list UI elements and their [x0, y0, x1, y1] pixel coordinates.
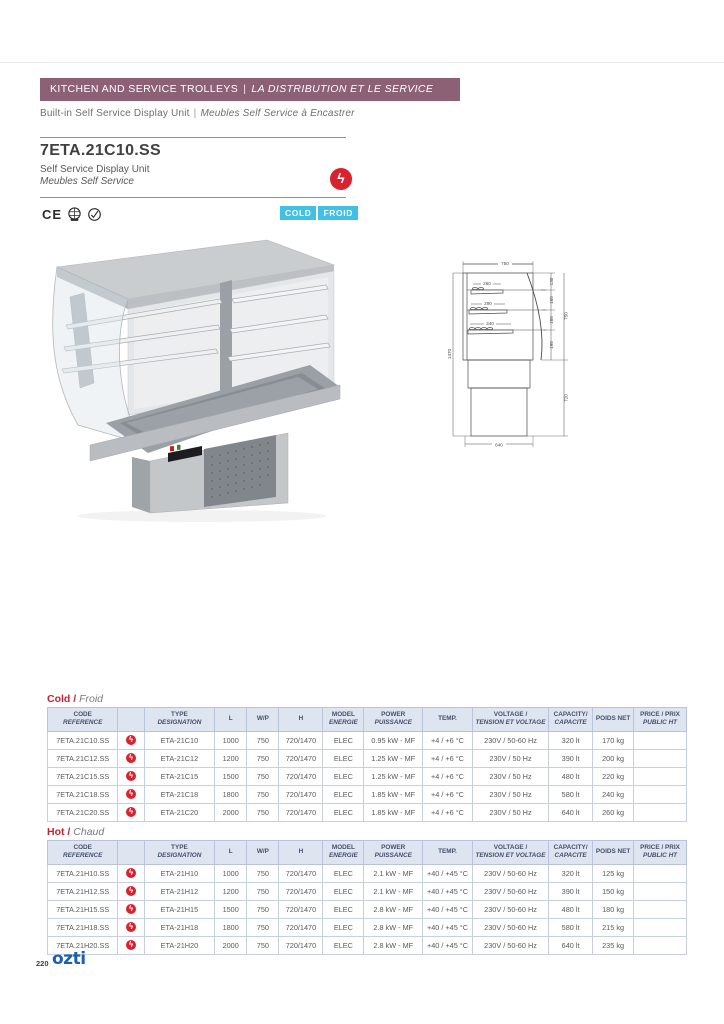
cell: 480 lt [549, 767, 593, 785]
cell: +40 / +45 °C [423, 936, 473, 954]
cold-badge: COLD [280, 206, 316, 220]
cell: 720/1470 [279, 936, 323, 954]
cell: 1500 [215, 900, 247, 918]
divider-line [40, 137, 346, 138]
dim-label-seg1: 130 [549, 277, 554, 286]
cell: 580 lt [549, 918, 593, 936]
cell: 7ETA.21C15.SS [48, 767, 118, 785]
page-subtitle [40, 108, 355, 119]
dim-label-bottom-width: 640 [495, 442, 503, 448]
cell: 1500 [215, 767, 247, 785]
cell: 750 [247, 882, 279, 900]
cell: 7ETA.21H15.SS [48, 900, 118, 918]
cell: 1800 [215, 785, 247, 803]
table-row [48, 749, 687, 767]
cell-energy-icon [118, 900, 144, 918]
table-header-row [48, 708, 687, 732]
column-header: CODE REFERENCE [48, 841, 118, 865]
cell: 720/1470 [279, 785, 323, 803]
cell: 1.25 kW - MF [364, 749, 423, 767]
cell: 230V / 50-60 Hz [472, 864, 548, 882]
cell: ETA-21C18 [144, 785, 214, 803]
cell: 580 lt [549, 785, 593, 803]
cell: 750 [247, 900, 279, 918]
column-header: POWER PUISSANCE [364, 841, 423, 865]
electric-icon: ϟ [126, 807, 136, 817]
cell: ELEC [323, 918, 364, 936]
product-code: 7ETA.21C10.SS [40, 142, 161, 159]
column-header: TYPE DESIGNATION [144, 708, 214, 732]
column-header: POWER PUISSANCE [364, 708, 423, 732]
dim-label-seg3: 165 [549, 316, 554, 324]
cell: 0.95 kW - MF [364, 731, 423, 749]
cell [634, 731, 687, 749]
column-header: CAPACITY/ CAPACITE [549, 841, 593, 865]
table-row [48, 731, 687, 749]
page-number: 220 [36, 959, 49, 968]
section-header-bar [40, 78, 460, 101]
cell: 240 kg [593, 785, 634, 803]
hot-title-en: Hot [47, 826, 65, 838]
electric-icon: ϟ [126, 735, 136, 745]
cell: 750 [247, 936, 279, 954]
cell: 200 kg [593, 749, 634, 767]
certification-icons [42, 204, 102, 224]
cell: ELEC [323, 803, 364, 821]
electric-icon: ϟ [126, 886, 136, 896]
cell: +4 / +6 °C [423, 785, 473, 803]
table-row [48, 882, 687, 900]
column-header [118, 708, 144, 732]
cell: 1200 [215, 749, 247, 767]
electric-icon: ϟ [126, 904, 136, 914]
cell: ELEC [323, 785, 364, 803]
cell [634, 882, 687, 900]
cell: 1.85 kW - MF [364, 785, 423, 803]
cell: ETA-21C10 [144, 731, 214, 749]
cell: 720/1470 [279, 918, 323, 936]
spec-table [47, 707, 687, 822]
cell: 2.8 kW - MF [364, 936, 423, 954]
dim-label-left-height: 1470 [447, 348, 452, 360]
cell: 170 kg [593, 731, 634, 749]
electric-icon: ϟ [126, 868, 136, 878]
cold-table-title: Cold / Froid [47, 693, 104, 705]
cell: 1.85 kW - MF [364, 803, 423, 821]
cell: 2.1 kW - MF [364, 882, 423, 900]
cell: ELEC [323, 731, 364, 749]
product-name-fr: Meubles Self Service [40, 176, 134, 187]
subtitle-en: Built-in Self Service Display Unit [40, 108, 190, 119]
cell: 2000 [215, 936, 247, 954]
dim-label-seg2: 165 [549, 296, 554, 304]
cell [634, 936, 687, 954]
cell: 2.8 kW - MF [364, 900, 423, 918]
cell: 320 lt [549, 864, 593, 882]
cell: 640 lt [549, 803, 593, 821]
cell-energy-icon [118, 785, 144, 803]
cell: ETA-21H15 [144, 900, 214, 918]
column-header: W/P [247, 841, 279, 865]
cell: 720/1470 [279, 803, 323, 821]
column-header: L [215, 841, 247, 865]
product-name-en: Self Service Display Unit [40, 164, 150, 175]
subtitle-fr: Meubles Self Service à Encastrer [200, 108, 355, 119]
cell: 750 [247, 864, 279, 882]
table-row [48, 785, 687, 803]
column-header: L [215, 708, 247, 732]
cell [634, 864, 687, 882]
cell: 260 kg [593, 803, 634, 821]
column-header: TYPE DESIGNATION [144, 841, 214, 865]
column-header: TEMP. [423, 841, 473, 865]
header-separator: | [243, 83, 247, 95]
column-header: POIDS NET [593, 841, 634, 865]
cell: 750 [247, 767, 279, 785]
column-header: CAPACITY/ CAPACITE [549, 708, 593, 732]
cell: 230V / 50 Hz [472, 767, 548, 785]
table-row [48, 900, 687, 918]
product-photo [42, 235, 342, 525]
cell: 230V / 50 Hz [472, 749, 548, 767]
column-header: CODE REFERENCE [48, 708, 118, 732]
table-row [48, 864, 687, 882]
cell: 2.1 kW - MF [364, 864, 423, 882]
cell: 2.8 kW - MF [364, 918, 423, 936]
cell: 230V / 50-60 Hz [472, 900, 548, 918]
ozti-logo: ozti [52, 949, 86, 969]
cell: 7ETA.21H12.SS [48, 882, 118, 900]
dim-label-right-upper: 750 [563, 312, 569, 320]
cell-energy-icon [118, 731, 144, 749]
cell: 750 [247, 785, 279, 803]
cell: 220 kg [593, 767, 634, 785]
cold-spec-table [47, 707, 687, 822]
cell: ELEC [323, 749, 364, 767]
technical-drawing [443, 248, 595, 456]
cell: ELEC [323, 767, 364, 785]
column-header: MODEL ENERGIE [323, 841, 364, 865]
cell: 750 [247, 803, 279, 821]
column-header: MODEL ENERGIE [323, 708, 364, 732]
cell: 640 lt [549, 936, 593, 954]
electric-icon: ϟ [126, 771, 136, 781]
cell: +4 / +6 °C [423, 767, 473, 785]
cell: 1200 [215, 882, 247, 900]
column-header: PRICE / PRIX PUBLIC HT [634, 708, 687, 732]
cell-energy-icon [118, 749, 144, 767]
cell: ETA-21H10 [144, 864, 214, 882]
column-header: PRICE / PRIX PUBLIC HT [634, 841, 687, 865]
page-edge-line [0, 62, 724, 63]
table-row [48, 767, 687, 785]
dim-label-seg4: 195 [549, 341, 554, 349]
column-header [118, 841, 144, 865]
cell: 230V / 50 Hz [472, 803, 548, 821]
cell: 7ETA.21H18.SS [48, 918, 118, 936]
cell-energy-icon [118, 864, 144, 882]
cell: 720/1470 [279, 882, 323, 900]
cell: +40 / +45 °C [423, 864, 473, 882]
cell: 230V / 50-60 Hz [472, 882, 548, 900]
cell: 125 kg [593, 864, 634, 882]
cell: +4 / +6 °C [423, 803, 473, 821]
column-header: POIDS NET [593, 708, 634, 732]
cell-energy-icon [118, 767, 144, 785]
cell [634, 749, 687, 767]
cell-energy-icon [118, 882, 144, 900]
cell: 230V / 50-60 Hz [472, 918, 548, 936]
cell: 7ETA.21H20.SS [48, 936, 118, 954]
cell: ETA-21H20 [144, 936, 214, 954]
cold-title-en: Cold [47, 693, 71, 705]
cell: 1000 [215, 864, 247, 882]
cell: 750 [247, 918, 279, 936]
cell: 750 [247, 749, 279, 767]
cell [634, 767, 687, 785]
cell: 2000 [215, 803, 247, 821]
divider-line [40, 197, 346, 198]
cert-check-icon [87, 207, 102, 222]
cert-globe-icon [67, 207, 82, 222]
cell: 390 lt [549, 749, 593, 767]
spec-table [47, 840, 687, 955]
cell: 720/1470 [279, 749, 323, 767]
cell [634, 803, 687, 821]
cell: ETA-21C20 [144, 803, 214, 821]
cell: 480 lt [549, 900, 593, 918]
column-header: W/P [247, 708, 279, 732]
cell: 230V / 50-60 Hz [472, 731, 548, 749]
electric-icon: ϟ [126, 922, 136, 932]
cell: ETA-21H18 [144, 918, 214, 936]
froid-badge: FROID [318, 206, 357, 220]
section-title-fr: LA DISTRIBUTION ET LE SERVICE [251, 83, 434, 95]
table-row [48, 936, 687, 954]
cell: ELEC [323, 936, 364, 954]
cell: 235 kg [593, 936, 634, 954]
cell: 150 kg [593, 882, 634, 900]
cell-energy-icon [118, 918, 144, 936]
cell: 7ETA.21C10.SS [48, 731, 118, 749]
column-header: VOLTAGE / TENSION ET VOLTAGE [472, 841, 548, 865]
ce-mark-icon: CE [42, 206, 63, 222]
section-title-en: KITCHEN AND SERVICE TROLLEYS [50, 83, 239, 95]
cell: 320 lt [549, 731, 593, 749]
electric-icon: ϟ [126, 789, 136, 799]
cell: 1800 [215, 918, 247, 936]
table-row [48, 803, 687, 821]
temperature-badge [280, 206, 358, 220]
cell: 1.25 kW - MF [364, 767, 423, 785]
dim-label-shelf2: 290 [484, 301, 492, 306]
cell: 720/1470 [279, 767, 323, 785]
electric-energy-icon: ϟ [330, 168, 352, 190]
cell: ETA-21H12 [144, 882, 214, 900]
cell [634, 900, 687, 918]
cell: 215 kg [593, 918, 634, 936]
table-header-row [48, 841, 687, 865]
cell: 390 lt [549, 882, 593, 900]
hot-table-title: Hot / Chaud [47, 826, 105, 838]
cell [634, 918, 687, 936]
cell: 720/1470 [279, 900, 323, 918]
electric-icon: ϟ [126, 753, 136, 763]
column-header: VOLTAGE / TENSION ET VOLTAGE [472, 708, 548, 732]
cell: ETA-21C15 [144, 767, 214, 785]
cell: +4 / +6 °C [423, 731, 473, 749]
cell: 7ETA.21C20.SS [48, 803, 118, 821]
cell: 230V / 50-60 Hz [472, 936, 548, 954]
cell [634, 785, 687, 803]
cell: 7ETA.21C12.SS [48, 749, 118, 767]
hot-title-fr: Chaud [73, 826, 105, 838]
table-row [48, 918, 687, 936]
column-header: H [279, 708, 323, 732]
dim-label-right-lower: 720 [563, 394, 569, 402]
cell: 7ETA.21H10.SS [48, 864, 118, 882]
cell: +4 / +6 °C [423, 749, 473, 767]
cell: 180 kg [593, 900, 634, 918]
cell: +40 / +45 °C [423, 882, 473, 900]
cell: +40 / +45 °C [423, 900, 473, 918]
cell: ELEC [323, 900, 364, 918]
cell: ETA-21C12 [144, 749, 214, 767]
cell: 7ETA.21C18.SS [48, 785, 118, 803]
subtitle-separator: | [193, 108, 197, 119]
hot-spec-table [47, 840, 687, 955]
cold-title-fr: Froid [79, 693, 104, 705]
cell: 1000 [215, 731, 247, 749]
cell-energy-icon [118, 803, 144, 821]
cell: ELEC [323, 864, 364, 882]
cell: 230V / 50 Hz [472, 785, 548, 803]
cell-energy-icon [118, 936, 144, 954]
cell: +40 / +45 °C [423, 918, 473, 936]
cell: 750 [247, 731, 279, 749]
cell: 720/1470 [279, 864, 323, 882]
dim-label-top-width: 750 [501, 261, 509, 266]
dim-label-shelf1: 260 [483, 281, 491, 286]
cell: 720/1470 [279, 731, 323, 749]
column-header: TEMP. [423, 708, 473, 732]
electric-icon: ϟ [126, 940, 136, 950]
cell: ELEC [323, 882, 364, 900]
column-header: H [279, 841, 323, 865]
dim-label-shelf3: 340 [486, 321, 494, 326]
